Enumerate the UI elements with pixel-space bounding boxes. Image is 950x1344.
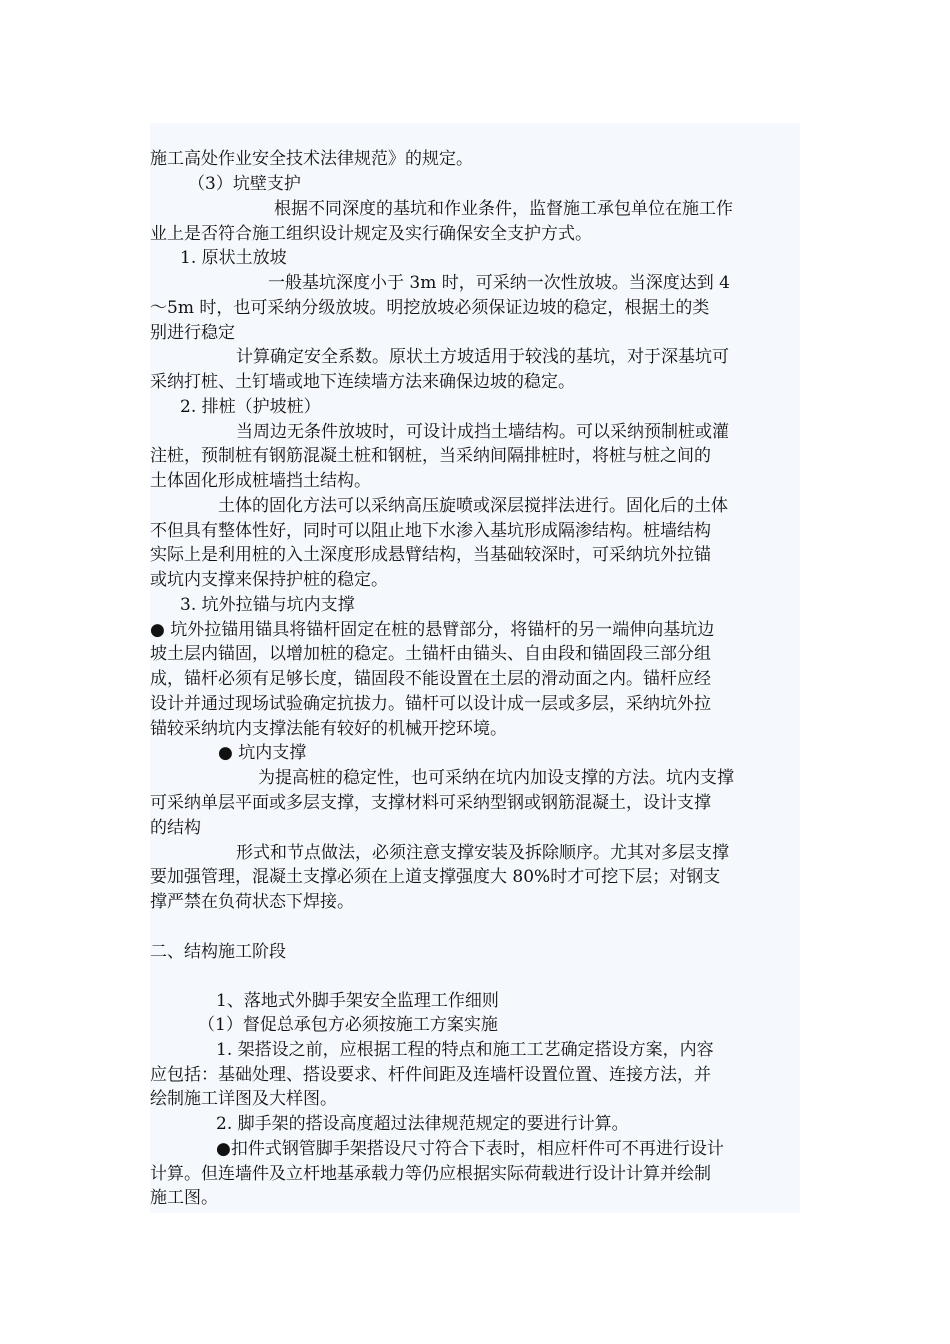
text-line: 当周边无条件放坡时，可设计成挡土墙结构。可以采纳预制桩或灌 [236, 422, 729, 442]
text-line: 形式和节点做法，必须注意支撑安装及拆除顺序。尤其对多层支撑 [236, 843, 729, 863]
text-line: 别进行稳定 [150, 323, 235, 343]
text-line: 计算确定安全系数。原状土方坡适用于较浅的基坑，对于深基坑可 [236, 347, 729, 367]
text-line: 采纳打桩、土钉墙或地下连续墙方法来确保边坡的稳定。 [150, 372, 575, 392]
text-line: 绘制施工详图及大样图。 [150, 1089, 337, 1109]
text-line: 或坑内支撑来保持护桩的稳定。 [150, 570, 388, 590]
section-heading: 1. 原状土放坡 [180, 248, 287, 268]
text-line: 土体固化形成桩墙挡土结构。 [150, 471, 371, 491]
text-line: 成，锚杆必须有足够长度，锚固段不能设置在土层的滑动面之内。锚杆应经 [150, 669, 711, 689]
text-line: 设计并通过现场试验确定抗拔力。锚杆可以设计成一层或多层，采纳坑外拉 [150, 694, 711, 714]
text-line: 的结构 [150, 818, 201, 838]
text-line: 2. 脚手架的搭设高度超过法律规范规定的要进行计算。 [216, 1114, 629, 1134]
text-line: 撑严禁在负荷状态下焊接。 [150, 892, 354, 912]
text-line: 可采纳单层平面或多层支撑，支撑材料可采纳型钢或钢筋混凝土，设计支撑 [150, 793, 711, 813]
section-heading: 2. 排桩（护坡桩） [180, 397, 321, 417]
text-line: 业上是否符合施工组织设计规定及实行确保安全支护方式。 [150, 224, 592, 244]
text-line: 计算。但连墙件及立杆地基承载力等仍应根据实际荷载进行设计计算并绘制 [150, 1164, 711, 1184]
text-line: 要加强管理，混凝土支撑必须在上道支撑强度大 80%时才可挖下层；对钢支 [150, 867, 721, 887]
text-line: 1. 架搭设之前，应根据工程的特点和施工工艺确定搭设方案，内容 [216, 1040, 714, 1060]
section-heading: （1）督促总承包方必须按施工方案实施 [198, 1015, 498, 1035]
text-line: ～5m 时，也可采纳分级放坡。明挖放坡必须保证边坡的稳定，根据土的类 [150, 298, 710, 318]
section-title: 二、结构施工阶段 [150, 942, 286, 962]
document-page [150, 123, 800, 1213]
bullet-line: ●扣件式钢管脚手架搭设尺寸符合下表时，相应杆件可不再进行设计 [216, 1139, 724, 1159]
text-line: 锚较采纳坑内支撑法能有较好的机械开挖环境。 [150, 719, 507, 739]
text-line: 坡土层内锚固，以增加桩的稳定。土锚杆由锚头、自由段和锚固段三部分组 [150, 644, 711, 664]
text-line: 施工高处作业安全技术法律规范》的规定。 [150, 149, 473, 169]
text-line: 根据不同深度的基坑和作业条件，监督施工承包单位在施工作 [274, 199, 733, 219]
text-line: 为提高桩的稳定性，也可采纳在坑内加设支撑的方法。坑内支撑 [258, 768, 734, 788]
text-line: 施工图。 [150, 1188, 218, 1208]
section-heading: 3. 坑外拉锚与坑内支撑 [180, 595, 355, 615]
text-line: 应包括：基础处理、搭设要求、杆件间距及连墙杆设置位置、连接方法，并 [150, 1065, 711, 1085]
text-line: 实际上是利用桩的入土深度形成悬臂结构，当基础较深时，可采纳坑外拉锚 [150, 545, 711, 565]
section-heading: 1、落地式外脚手架安全监理工作细则 [216, 991, 499, 1011]
text-line: 土体的固化方法可以采纳高压旋喷或深层搅拌法进行。固化后的土体 [218, 496, 728, 516]
text-line: 一般基坑深度小于 3m 时，可采纳一次性放坡。当深度达到 4 [268, 273, 730, 293]
bullet-line: ● 坑外拉锚用锚具将锚杆固定在桩的悬臂部分，将锚杆的另一端伸向基坑边 [150, 620, 715, 640]
text-line: 注桩，预制桩有钢筋混凝土桩和钢桩，当采纳间隔排桩时，将桩与桩之间的 [150, 446, 711, 466]
text-line: 不但具有整体性好，同时可以阻止地下水渗入基坑形成隔渗结构。桩墙结构 [150, 521, 711, 541]
bullet-heading: ● 坑内支撑 [218, 743, 307, 763]
section-heading: （3）坑壁支护 [188, 174, 301, 194]
